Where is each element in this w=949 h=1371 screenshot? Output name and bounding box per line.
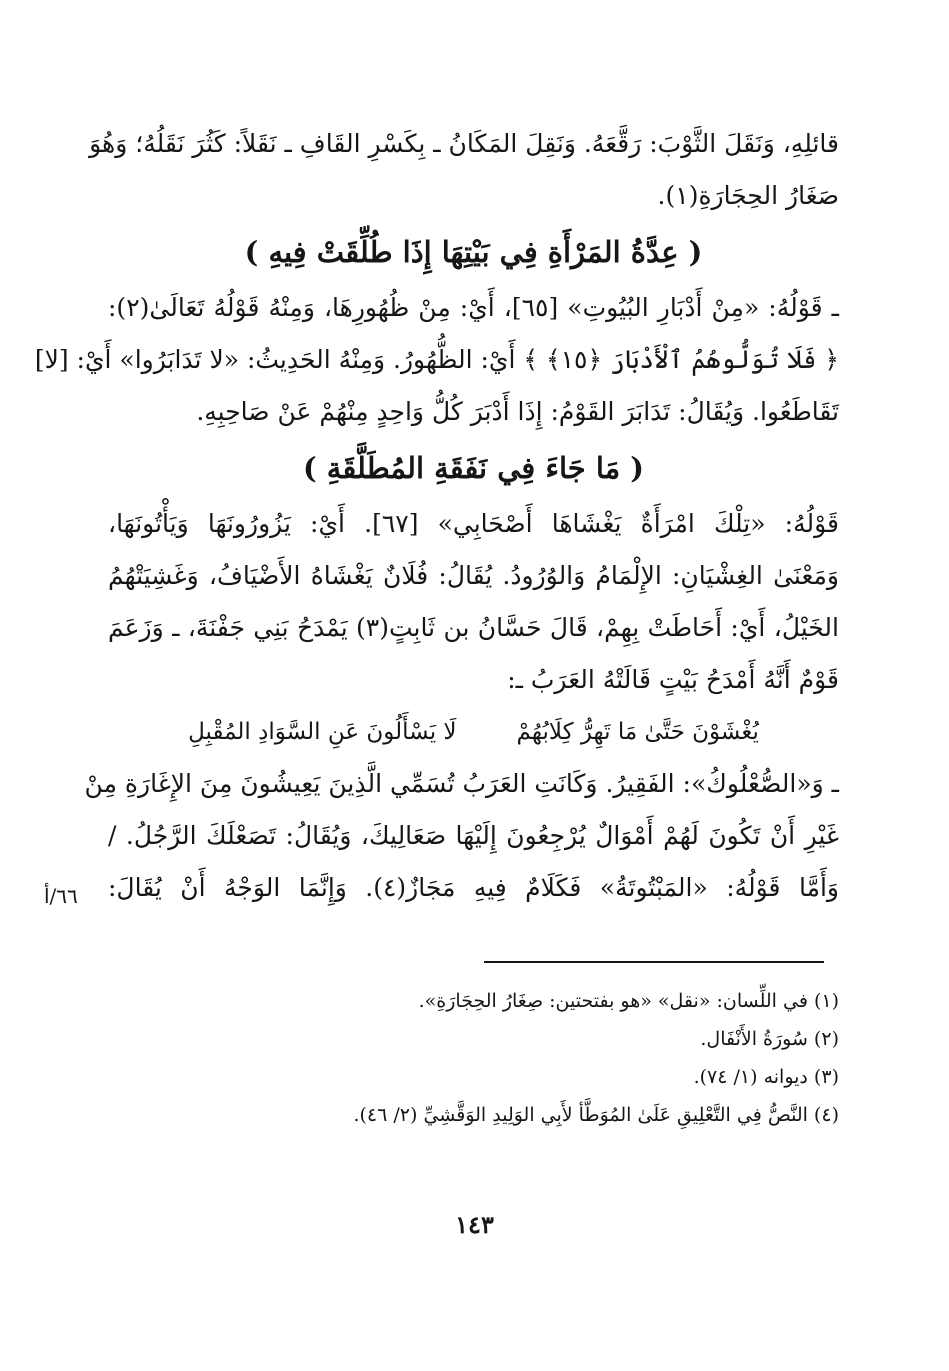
footnote-2: (٢) سُورَةُ الأَنْفَال. xyxy=(700,1028,839,1050)
body-line-1: قائلِهِ، وَنَقَلَ الثَّوْبَ: رَقَّعَهُ. وَنَقِلَ المَكَانُ ـ بِكَسْرِ القَافِ ـ نَقَلاً: كَثُرَ نَقَلُهُ؛ وَهُوَ xyxy=(89,129,839,158)
section-heading-nafaqah: ( مَا جَاءَ فِي نَفَقَةِ المُطَلَّقَةِ ) xyxy=(302,451,645,485)
footnote-separator xyxy=(484,961,824,963)
body-line-2: صَغَارُ الحِجَارَةِ(١). xyxy=(657,181,839,210)
section-3-line-2: غَيْرِ أَنْ تَكُونَ لَهُمْ أَمْوَالٌ يُرْجِعُونَ إِلَيْهَا صَعَالِيكَ، وَيُقَالُ: تَصَعْلَكَ الرَّجُلُ. / xyxy=(108,821,839,850)
footnotes xyxy=(119,982,839,1134)
verse-second-hemistich: لَا يَسْأَلُونَ عَنِ السَّوَادِ المُقْبِلِ xyxy=(188,719,457,745)
footnote-3: (٣) ديوانه (١/ ٧٤). xyxy=(693,1066,839,1088)
verse-first-hemistich: يُغْشَوْنَ حَتَّىٰ مَا تَهِرُّ كِلَابُهُمْ xyxy=(516,719,759,745)
section-2-line-4: قَوْمٌ أَنَّهُ أَمْدَحُ بَيْتٍ قَالَتْهُ العَرَبُ ـ: xyxy=(507,665,839,694)
section-3-line-1: ـ وَ«الصُّعْلُوكُ»: الفَقِيرُ. وَكَانَتِ العَرَبُ تُسَمِّي الَّذِينَ يَعِيشُونَ مِنَ الإِغَارَةِ مِنْ xyxy=(84,769,839,798)
section-1-line-1: ـ قَوْلُهُ: «مِنْ أَدْبَارِ البُيُوتِ» [٦٥]، أَيْ: مِنْ ظُهُورِهَا، وَمِنْهُ قَوْلُهُ تَعَالَىٰ(٢): xyxy=(108,293,840,322)
page-number: ١٤٣ xyxy=(455,1210,494,1239)
poetry-verse xyxy=(108,706,839,758)
section-1-line-3: تَقَاطَعُوا. وَيُقَالُ: تَدَابَرَ القَوْمُ: إِذَا أَدْبَرَ كُلُّ وَاحِدٍ مِنْهُمْ عَنْ صَاحِبِهِ. xyxy=(196,397,839,426)
manuscript-folio-marker: ٦٦/أ xyxy=(44,884,78,908)
section-2-line-2: وَمَعْنَىٰ الغِشْيَانِ: الإِلْمَامُ وَالوُرُودُ. يُقَالُ: فُلَانٌ يَغْشَاهُ الأَضْيَافُ، وَغَشِيَتْهُمُ xyxy=(108,561,839,590)
footnote-4: (٤) النَّصُّ فِي التَّعْلِيقِ عَلَىٰ المُوَطَّأ لأَبِي الوَلِيدِ الوَقَّشِيِّ (٢/ ٤٦). xyxy=(353,1104,839,1126)
section-2-line-3: الخَيْلُ، أَيْ: أَحَاطَتْ بِهِمْ، قَالَ حَسَّانُ بن ثَابِتٍ(٣) يَمْدَحُ بَنِي جَفْنَةَ، ـ وَزَعَمَ xyxy=(108,613,839,642)
section-3-line-3: وَأَمَّا قَوْلُهُ: «المَبْتُوتَةُ» فَكَلَامٌ فِيهِ مَجَازٌ(٤). وَإِنَّمَا الوَجْهُ أَنْ يُقَالَ: xyxy=(108,873,839,902)
section-1-line-2: ﴿ فَلَا تُوَلُّوهُمُ ٱلْأَدْبَارَ ﴿١٥﴾ ﴾ أَيْ: الظُّهُورُ. وَمِنْهُ الحَدِيثُ: «لا تَدَابَرُوا» أَيْ: [لا] xyxy=(34,345,839,374)
section-heading-iddah: ( عِدَّةُ المَرْأَةِ فِي بَيْتِهَا إِذَا طُلِّقَتْ فِيهِ ) xyxy=(244,235,703,269)
footnote-1: (١) في اللِّسان: «نقل» «هو بفتحتين: صِغَارُ الحِجَارَةِ». xyxy=(418,990,839,1012)
section-2-line-1: قَوْلُهُ: «تِلْكَ امْرَأَةٌ يَغْشَاهَا أَصْحَابِي» [٦٧]. أَيْ: يَزُورُونَهَا وَيَأْتُونَهَا، xyxy=(108,509,839,538)
